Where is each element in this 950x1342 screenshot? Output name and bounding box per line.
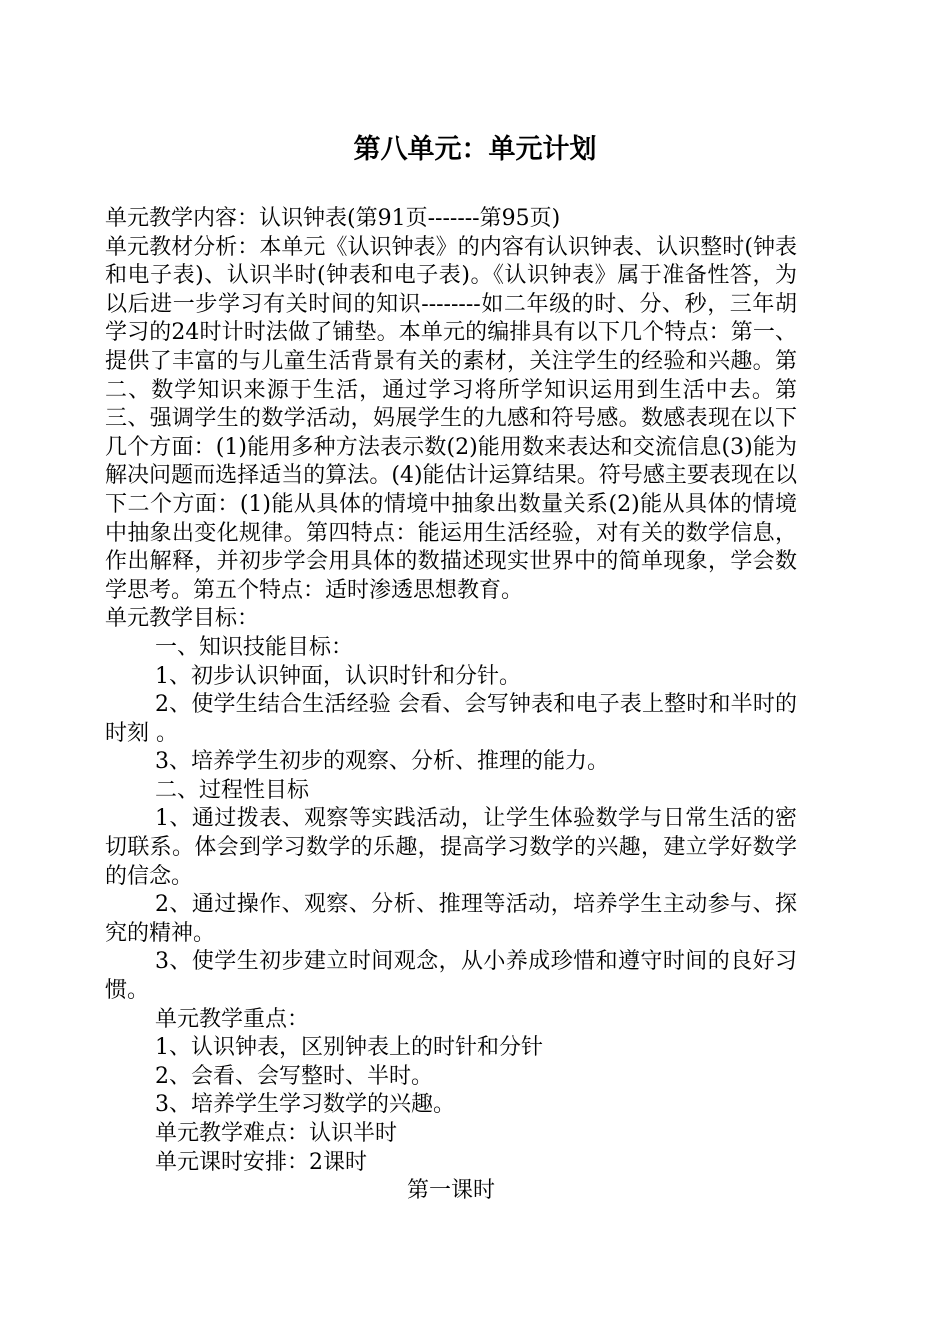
paragraph-lesson-one-heading: 第一课时 <box>406 1178 495 1204</box>
paragraph-knowledge-goal-1: 1、初步认识钟面，认识时针和分针。 <box>155 663 521 689</box>
paragraph-schedule: 单元课时安排：2课时 <box>155 1149 367 1175</box>
paragraph-key-point-3: 3、培养学生学习数学的兴趣。 <box>155 1092 455 1118</box>
paragraph-process-goals-heading: 二、过程性目标 <box>155 777 310 803</box>
paragraph-goals-heading: 单元教学目标： <box>105 606 260 632</box>
paragraph-key-point-2: 2、会看、会写整时、半时。 <box>155 1063 433 1089</box>
paragraph-material-analysis: 单元教材分析：本单元《认识钟表》的内容有认识钟表、认识整时(钟表和电子表)、认识半时(钟表和电子表)。《认识钟表》属于准备性答，为以后进一步学习有关时间的知识--------如二年级的时、分、秒，三年胡学习的24时计时法做了铺垫。本单元的编排具有以下几个特点：第一、提供了丰富的与儿童生活背景有关的素材，关注学生的经验和兴趣。第二、数学知识来源于生活，通过学习将所学知识运用到生活中去。第三、强调学生的数学活动，妈展学生的九感和符号感。数感表现在以下几个方面：(1)能用多种方法表示数(2)能用数来表达和交流信息(3)能为解决问题而选择适当的算法。(4)能估计运算结果。符号感主要表现在以下二个方面：(1)能从具体的情境中抽象出数量关系(2)能从具体的情境中抽象出变化规律。第四特点：能运用生活经验，对有关的数学信息，作出解释，并初步学会用具体的数描述现实世界中的简单现象，学会数学思考。第五个特点：适时渗透思想教育。 <box>105 234 797 603</box>
paragraph-process-goal-3: 3、使学生初步建立时间观念，从小养成珍惜和遵守时间的良好习惯。 <box>105 949 797 1004</box>
paragraph-difficulty: 单元教学难点：认识半时 <box>155 1121 398 1146</box>
paragraph-process-goal-2: 2、通过操作、观察、分析、推理等活动，培养学生主动参与、探究的精神。 <box>105 892 797 946</box>
paragraph-knowledge-goal-3: 3、培养学生初步的观察、分析、推理的能力。 <box>155 749 609 775</box>
document-body <box>105 205 797 1206</box>
document-title: 第八单元：单元计划 <box>353 134 597 165</box>
paragraph-content-scope: 单元教学内容：认识钟表(第91页-------第95页) <box>105 206 561 231</box>
paragraph-key-point-1: 1、认识钟表，区别钟表上的时针和分针 <box>155 1035 543 1061</box>
paragraph-key-points-heading: 单元教学重点： <box>155 1006 310 1032</box>
paragraph-knowledge-goals-heading: 一、知识技能目标： <box>155 634 354 660</box>
paragraph-knowledge-goal-2: 2、使学生结合生活经验 会看、会写钟表和电子表上整时和半时的时刻 。 <box>105 692 797 746</box>
paragraph-process-goal-1: 1、通过拨表、观察等实践活动，让学生体验数学与日常生活的密切联系。体会到学习数学的乐趣，提高学习数学的兴趣，建立学好数学的信念。 <box>105 806 797 889</box>
